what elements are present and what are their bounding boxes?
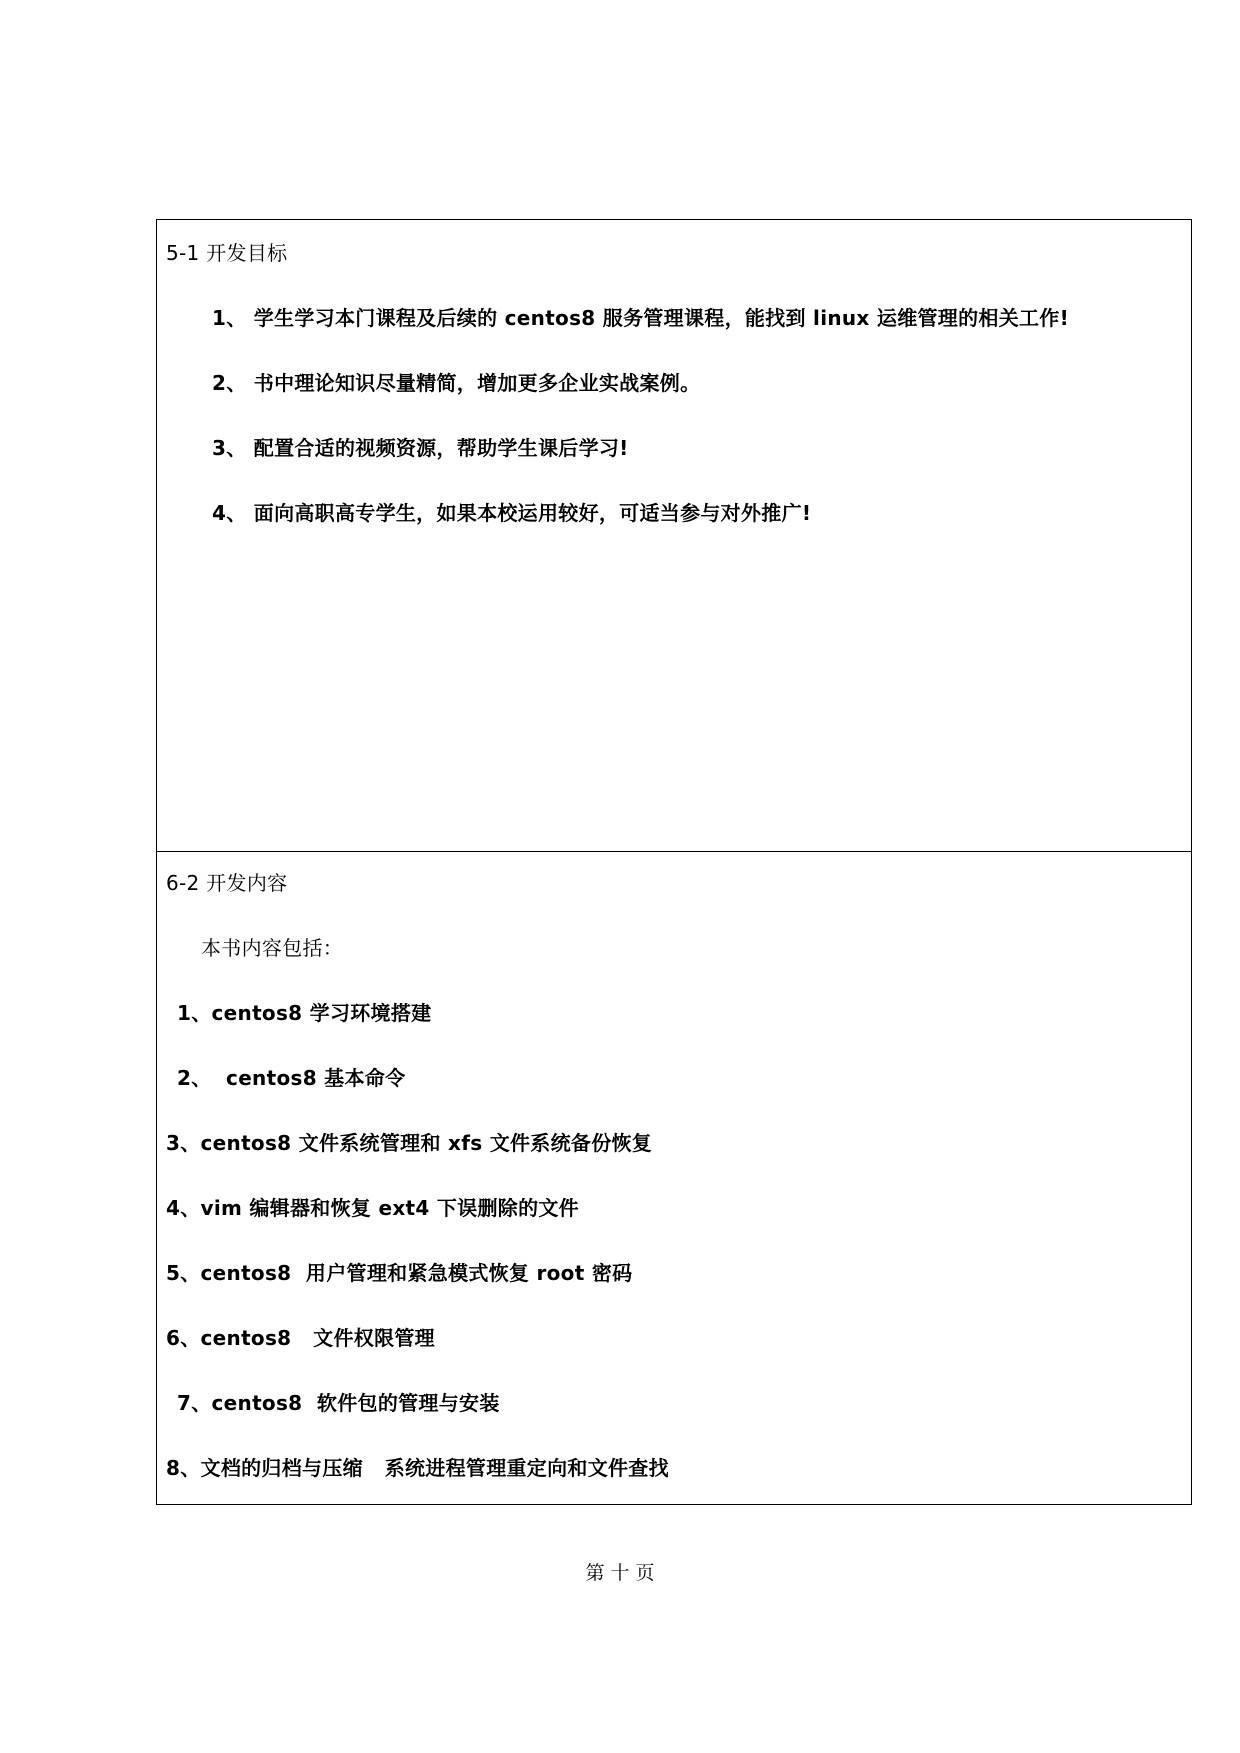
- goal-heading: 5-1 开发目标: [166, 241, 288, 265]
- content-item-5: 5、centos8 用户管理和紧急模式恢复 root 密码: [166, 1261, 633, 1285]
- goal-item-3: 3、 配置合适的视频资源，帮助学生课后学习!: [212, 436, 629, 460]
- content-item-6: 6、centos8 文件权限管理: [166, 1326, 435, 1350]
- content-item-3: 3、centos8 文件系统管理和 xfs 文件系统备份恢复: [166, 1131, 653, 1155]
- content-intro: 本书内容包括：: [201, 936, 344, 960]
- content-item-7: 7、centos8 软件包的管理与安装: [177, 1391, 500, 1415]
- content-item-1: 1、centos8 学习环境搭建: [177, 1001, 432, 1025]
- development-content-section: [157, 852, 1191, 1504]
- goal-item-1: 1、 学生学习本门课程及后续的 centos8 服务管理课程，能找到 linux 运维管理的相关工作!: [212, 306, 1070, 330]
- content-heading: 6-2 开发内容: [166, 871, 288, 895]
- content-item-4: 4、vim 编辑器和恢复 ext4 下误删除的文件: [166, 1196, 579, 1220]
- form-table: [156, 219, 1192, 1505]
- development-goal-section: [157, 220, 1191, 852]
- page-number: 第 十 页: [585, 1562, 655, 1584]
- goal-item-4: 4、 面向高职高专学生，如果本校运用较好，可适当参与对外推广!: [212, 501, 812, 525]
- content-item-2: 2、 centos8 基本命令: [177, 1066, 406, 1090]
- goal-item-2: 2、 书中理论知识尽量精简，增加更多企业实战案例。: [212, 371, 701, 395]
- content-item-8: 8、文档的归档与压缩 系统进程管理重定向和文件查找: [166, 1456, 669, 1480]
